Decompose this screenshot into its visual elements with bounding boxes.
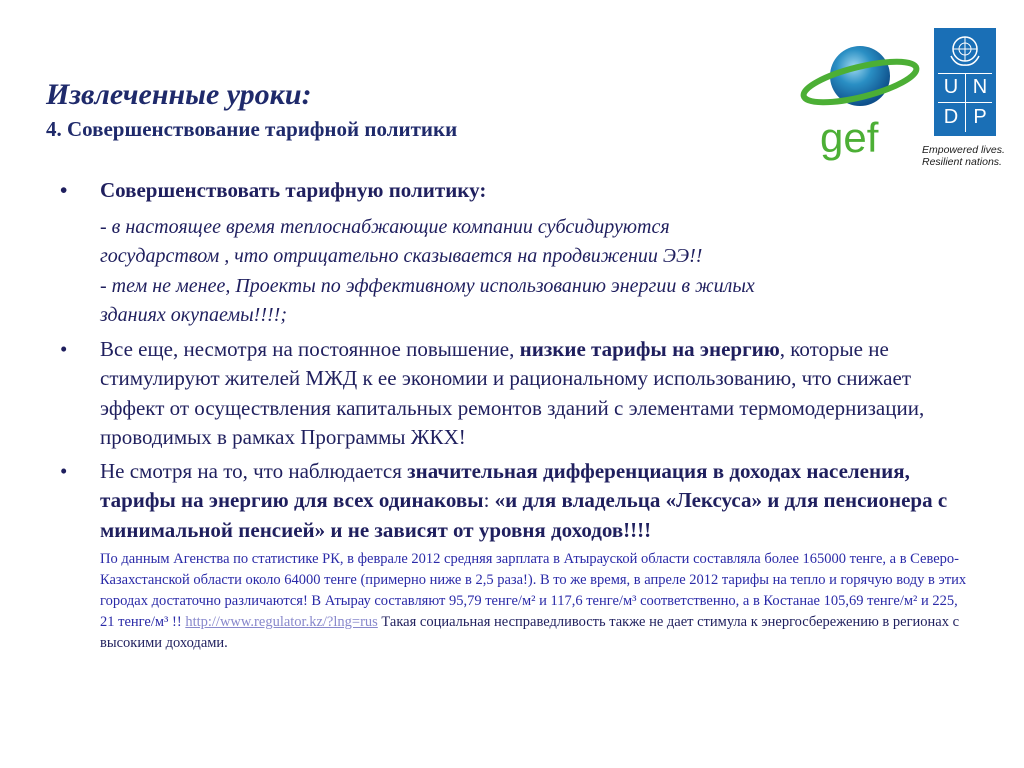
- bullet3-bold2: «и для владельца «Лексуса» и для пенсионера с минимальной пенсией» и не зависят от уровня доходов!!!!: [100, 488, 948, 542]
- bullet3-part1: Не смотря на то, что наблюдается: [100, 458, 408, 483]
- undp-letter-u: U: [943, 76, 959, 98]
- undp-letter-d: D: [943, 106, 959, 128]
- title-line2: 4. Совершенствование тарифной политики: [46, 117, 458, 141]
- bullet3-colon: :: [483, 488, 495, 512]
- note-text1: По данным Агенства по статистике РК, в феврале 2012 средняя зарплата в Атырауской области составляла более 165000 тенге, а в Северо-Казахстанской области около 64000 тенге (примерно ниже в 2,5 раза!). В то же время, в апреле 2012 тарифы на тепло и горячую воду в этих городах достаточно различаются! В Атырау составляют 95,79 тенге/м² и 117,6 тенге/м³ соответственно, а в Костанае 105,69 тенге/м² и 225, 21 тенге/м³ !!: [100, 551, 967, 630]
- bullet1-sub2b: зданиях окупаемы!!!!;: [100, 304, 287, 326]
- bullet1-subtext: [60, 213, 972, 331]
- title-line1: Извлеченные уроки:: [46, 78, 312, 111]
- bullet-item-2: [60, 335, 972, 453]
- bullet-dot: •: [60, 458, 68, 483]
- undp-tagline: [922, 144, 1005, 168]
- bullet-item-3: [60, 457, 972, 546]
- bullet1-sub1b: государством , что отрицательно сказывается на продвижении ЭЭ!!: [100, 245, 703, 267]
- undp-letter-p: P: [973, 106, 987, 128]
- undp-logo-block: [934, 28, 996, 136]
- undp-logo: [920, 28, 1004, 174]
- bullet-dot: •: [60, 178, 68, 202]
- slide-title: [46, 78, 786, 144]
- note-text2: Такая социальная несправедливость также не дает стимула к энергосбережению в регионах с высокими доходами.: [100, 614, 960, 651]
- bullet1-sub1a: - в настоящее время теплоснабжающие компании субсидируются: [100, 215, 670, 238]
- bullet2-part2: , которые не стимулируют жителей МЖД к ее экономии и рациональному использованию, что снижает эффект от осуществления капитальных ремонтов зданий с элементами термомодернизации, проводимых в рамках Программы ЖКХ!: [100, 336, 925, 449]
- undp-letter-n: N: [972, 76, 988, 98]
- bullet2-part1: Все еще, несмотря на постоянное повышение,: [100, 336, 520, 361]
- gef-logo-text: gef: [820, 114, 879, 161]
- bullet3-bold1: значительная дифференциация в доходах населения, тарифы на энергию для всех одинаковы: [100, 458, 910, 512]
- bullet1-heading: Совершенствовать тарифную политику:: [100, 178, 487, 202]
- undp-tagline-line2: Resilient nations.: [922, 156, 1002, 168]
- undp-tagline-line1: Empowered lives.: [922, 144, 1005, 156]
- regulator-link[interactable]: http://www.regulator.kz/?lng=rus: [185, 614, 378, 630]
- bullet-list: [60, 176, 972, 654]
- statistics-note: [60, 549, 972, 654]
- un-emblem-icon: [934, 30, 996, 70]
- bullet1-sub2a: - тем не менее, Проекты по эффективному использованию энергии в жилых: [100, 274, 755, 297]
- bullet-dot: •: [60, 336, 68, 361]
- gef-logo: [792, 26, 928, 166]
- bullet2-bold: низкие тарифы на энергию: [519, 336, 780, 361]
- bullet-item-1: [60, 176, 972, 206]
